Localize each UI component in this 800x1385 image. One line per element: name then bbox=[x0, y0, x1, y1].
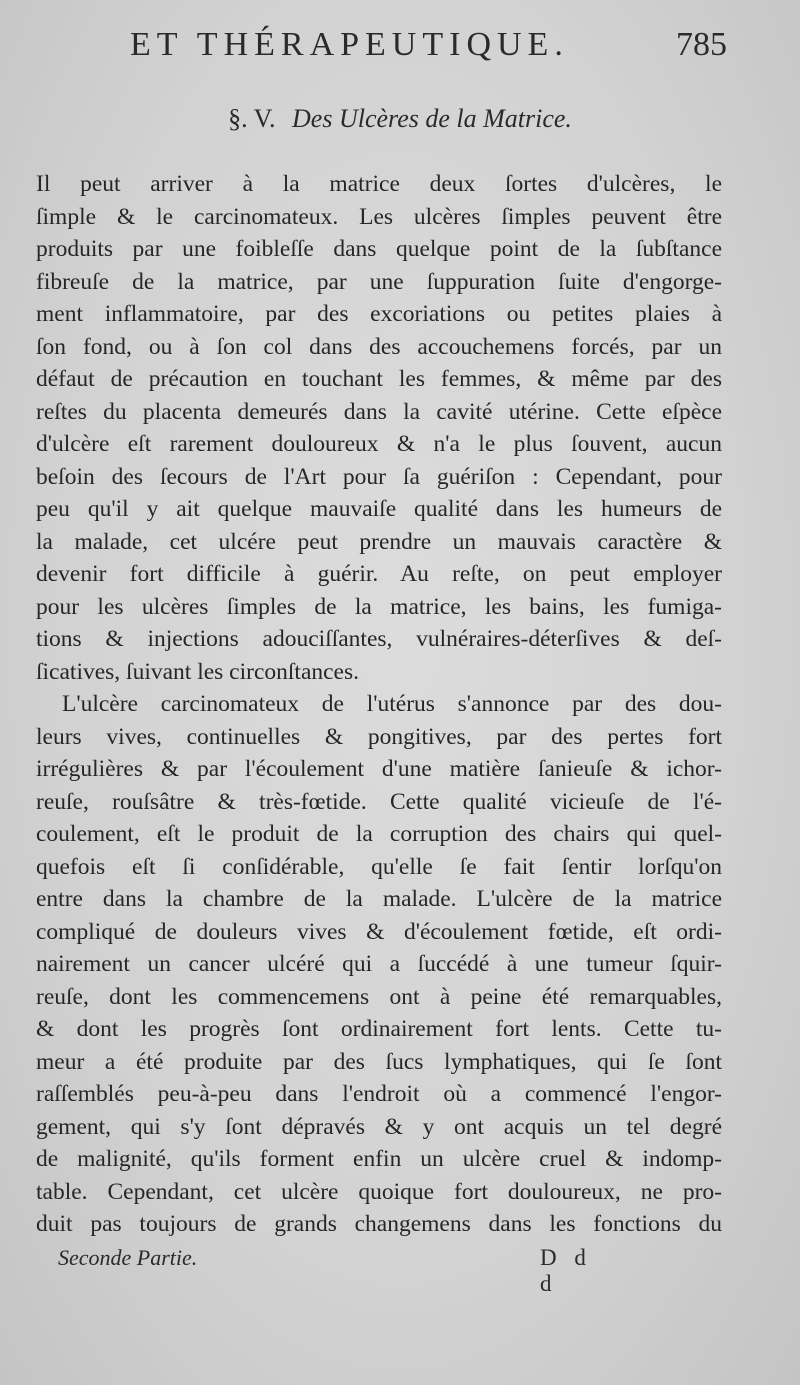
running-head: ET THÉRAPEUTIQUE. bbox=[130, 26, 569, 63]
text-line: beſoin des ſecours de l'Art pour ſa guériſon : Cependant, pour bbox=[36, 463, 722, 490]
page-footer bbox=[58, 1245, 618, 1296]
text-line: produits par une foibleſſe dans quelque point de la ſubſtance bbox=[36, 236, 722, 262]
text-line: de malignité, qu'ils forment enfin un ulcère cruel & indomp- bbox=[36, 1146, 722, 1172]
text-line: duit pas toujours de grands changemens dans les fonctions du bbox=[36, 1211, 722, 1237]
text-line: reſtes du placenta demeurés dans la cavité utérine. Cette eſpèce bbox=[36, 398, 722, 425]
text-line: meur a été produite par des ſucs lymphatiques, qui ſe ſont bbox=[36, 1048, 722, 1075]
text-line: peu qu'il y ait quelque mauvaiſe qualité dans les humeurs de bbox=[36, 496, 722, 522]
text-line: quefois eſt ſi conſidérable, qu'elle ſe fait ſentir lorſqu'on bbox=[36, 853, 722, 880]
text-line: pour les ulcères ſimples de la matrice, les bains, les fumiga- bbox=[36, 593, 722, 620]
body-text bbox=[36, 168, 722, 1241]
gathering-signature: D d d bbox=[540, 1245, 592, 1296]
part-signature: Seconde Partie. bbox=[58, 1245, 198, 1270]
text-line: nairement un cancer ulcéré qui a ſuccédé à une tumeur ſquir- bbox=[36, 951, 722, 977]
section-number: §. V. bbox=[228, 104, 276, 133]
text-line: coulement, eſt le produit de la corruption des chairs qui quel- bbox=[36, 821, 722, 847]
page-header bbox=[0, 26, 800, 70]
text-line: gement, qui s'y ſont dépravés & y ont acquis un tel degré bbox=[36, 1113, 722, 1140]
text-line: ſicatives, ſuivant les circonſtances. bbox=[36, 658, 360, 685]
text-line: L'ulcère carcinomateux de l'utérus s'annonce par des dou- bbox=[62, 691, 722, 717]
text-line: ſimple & le carcinomateux. Les ulcères ſimples peuvent être bbox=[36, 203, 722, 230]
text-line: d'ulcère eſt rarement douloureux & n'a le plus ſouvent, aucun bbox=[36, 431, 722, 457]
text-line: raſſemblés peu-à-peu dans l'endroit où a commencé l'engor- bbox=[36, 1081, 722, 1107]
text-line: devenir fort difficile à guérir. Au reſte, on peut employer bbox=[36, 561, 722, 587]
text-line: la malade, cet ulcére peut prendre un mauvais caractère & bbox=[36, 528, 722, 555]
text-line: leurs vives, continuelles & pongitives, par des pertes fort bbox=[36, 723, 722, 750]
text-line: tions & injections adouciſſantes, vulnéraires-déterſives & deſ- bbox=[36, 626, 722, 652]
text-line: ſon fond, ou à ſon col dans des accouchemens forcés, par un bbox=[36, 333, 722, 360]
text-line: fibreuſe de la matrice, par une ſuppuration ſuite d'engorge- bbox=[36, 268, 722, 295]
section-heading bbox=[0, 104, 800, 134]
text-line: & dont les progrès ſont ordinairement fort lents. Cette tu- bbox=[36, 1016, 722, 1042]
text-line: compliqué de douleurs vives & d'écoulement fœtide, eſt ordi- bbox=[36, 918, 722, 945]
section-title: Des Ulcères de la Matrice. bbox=[292, 104, 572, 133]
text-line: reuſe, dont les commencemens ont à peine été remarquables, bbox=[36, 983, 722, 1010]
text-line: ment inflammatoire, par des excoriations ou petites plaies à bbox=[36, 301, 722, 327]
text-line: reuſe, rouſsâtre & très-fœtide. Cette qualité vicieuſe de l'é- bbox=[36, 788, 722, 815]
page-number: 785 bbox=[676, 26, 727, 63]
text-line: Il peut arriver à la matrice deux ſortes d'ulcères, le bbox=[36, 171, 722, 197]
text-line: table. Cependant, cet ulcère quoique fort douloureux, ne pro- bbox=[36, 1178, 722, 1205]
text-line: irrégulières & par l'écoulement d'une matière ſanieuſe & ichor- bbox=[36, 756, 722, 782]
text-line: entre dans la chambre de la malade. L'ulcère de la matrice bbox=[36, 886, 722, 912]
text-line: défaut de précaution en touchant les femmes, & même par des bbox=[36, 366, 722, 392]
